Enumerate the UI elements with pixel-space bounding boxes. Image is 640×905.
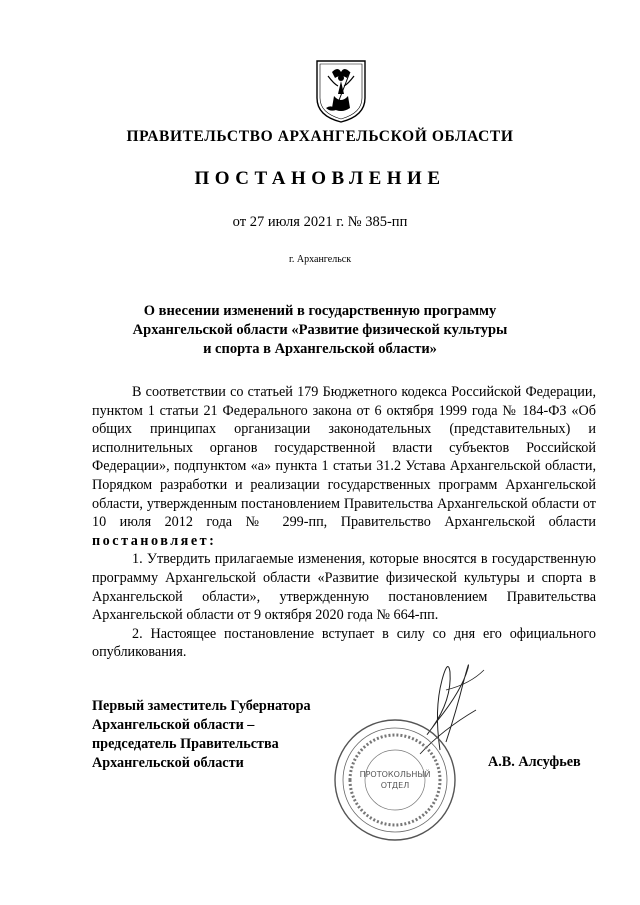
signatory-position [92, 697, 311, 773]
position-line-4: Архангельской области [92, 755, 244, 771]
official-stamp [330, 700, 460, 850]
item-1: 1. Утвердить прилагаемые изменения, которые вносятся в государственную программу Архангельской области «Развитие физической культуры и спорта в Архангельской области», утвержденную постановлением Правительства Архангельской области от 9 октября 2020 года № 664-пп. [92, 551, 596, 624]
document-body [92, 383, 596, 662]
stamp-inner-line-2: ОТДЕЛ [380, 781, 410, 790]
document-type: ПОСТАНОВЛЕНИЕ [194, 168, 446, 189]
document-subject [0, 302, 640, 359]
position-line-2: Архангельской области – [92, 717, 255, 733]
city: г. Архангельск [288, 254, 352, 265]
document-date-number: от 27 июля 2021 г. № 385-пп [232, 214, 408, 230]
signatory-name: А.В. Алсуфьев [488, 754, 581, 770]
subject-line-1: О внесении изменений в государственную программу [143, 303, 497, 319]
position-line-1: Первый заместитель Губернатора [92, 698, 311, 714]
preamble-text: В соответствии со статьей 179 Бюджетного кодекса Российской Федерации, пунктом 1 статьи 21 Федерального закона от 6 октября 1999 года № 184-ФЗ «Об общих принципах организации законодательных (представительных) и исполнительных органов государственной власти субъектов Российской Федерации», подпунктом «а» пункта 1 статьи 31.2 Устава Архангельской области, Порядком разработки и реализации государственных программ Архангельской области, утвержденным постановлением Правительства Архангельской области от 10 июля 2012 года № 299-пп, Правительство Архангельской области [92, 384, 596, 531]
resolves-word: постановляет [92, 532, 210, 549]
preamble-paragraph [92, 383, 596, 550]
government-name: ПРАВИТЕЛЬСТВО АРХАНГЕЛЬСКОЙ ОБЛАСТИ [126, 128, 514, 145]
arkhangelsk-coat-of-arms-icon [314, 58, 368, 124]
position-line-3: председатель Правительства [92, 736, 279, 752]
subject-line-3: и спорта в Архангельской области» [203, 341, 437, 357]
item-2: 2. Настоящее постановление вступает в силу со дня его официального опубликования. [92, 625, 596, 661]
resolves-colon: : [209, 532, 217, 549]
stamp-inner-line-1: ПРОТОКОЛЬНЫЙ [359, 770, 431, 779]
subject-line-2: Архангельской области «Развитие физической культуры [132, 322, 508, 338]
